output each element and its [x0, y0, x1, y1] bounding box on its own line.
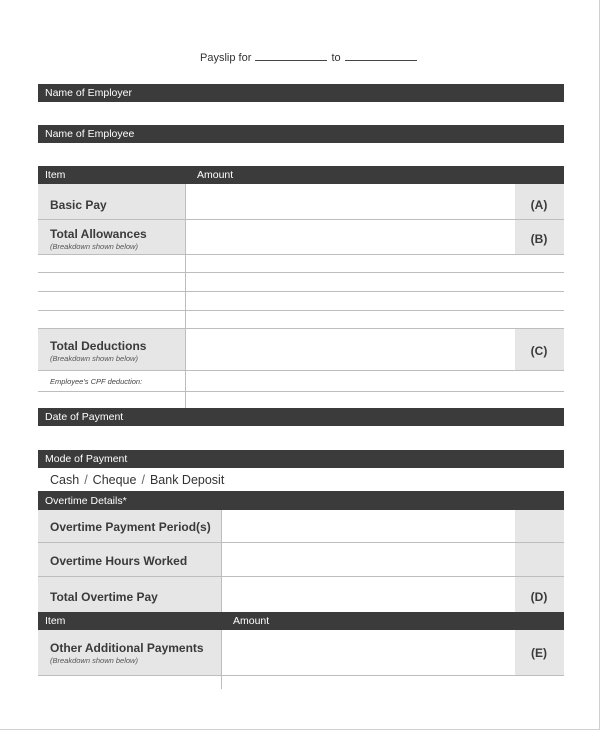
deductions-amount-input[interactable] [186, 329, 515, 370]
mode-of-payment-label: Mode of Payment [45, 453, 128, 465]
title-prefix: Payslip for [200, 52, 252, 64]
row-divider [38, 291, 564, 292]
basic-pay-amount-input[interactable] [186, 184, 515, 219]
additional-col-divider [221, 630, 222, 689]
code-b: (B) [530, 232, 548, 246]
payment-mode-options [50, 473, 224, 487]
row-divider [38, 328, 564, 329]
ot-col-divider [221, 510, 222, 612]
row-divider [38, 542, 564, 543]
deductions-note: (Breakdown shown below) [50, 354, 138, 363]
row-divider [38, 391, 564, 392]
additional-table-header [38, 612, 564, 630]
row-divider [38, 370, 564, 371]
employer-label: Name of Employer [45, 87, 132, 99]
mode-separator: / [141, 473, 145, 487]
overtime-details-label: Overtime Details* [45, 494, 127, 507]
row-divider [38, 254, 564, 255]
mode-cash[interactable]: Cash [50, 473, 80, 487]
cpf-deduction-label: Employee's CPF deduction: [50, 377, 143, 386]
employee-label: Name of Employee [45, 128, 135, 140]
other-payments-label [50, 641, 204, 665]
pay-col-divider [185, 184, 186, 408]
deductions-label [50, 339, 146, 363]
code-d: (D) [530, 590, 548, 604]
ot-period-input[interactable] [222, 510, 515, 542]
cpf-amount-input[interactable] [186, 371, 564, 391]
period-start-field[interactable] [255, 52, 327, 61]
code-c: (C) [530, 344, 548, 358]
ot-total-label: Total Overtime Pay [50, 590, 158, 604]
row-divider [38, 219, 564, 220]
allowances-label [50, 227, 147, 251]
amount-header: Amount [197, 169, 234, 181]
mode-bank-deposit[interactable]: Bank Deposit [149, 473, 225, 487]
title-middle: to [331, 52, 341, 64]
other-payments-input[interactable] [222, 630, 515, 675]
ot-code-cell [515, 510, 564, 542]
code-a: (A) [530, 198, 548, 212]
row-divider [38, 272, 564, 273]
row-divider [38, 675, 564, 676]
ot-total-input[interactable] [222, 577, 515, 612]
ot-hours-input[interactable] [222, 543, 515, 576]
mode-of-payment-bar [38, 450, 564, 468]
mode-cheque[interactable]: Cheque [92, 473, 137, 487]
overtime-details-bar [38, 491, 564, 510]
ot-hours-label: Overtime Hours Worked [50, 554, 188, 568]
basic-pay-text: Basic Pay [50, 198, 107, 212]
row-divider [38, 576, 564, 577]
code-e: (E) [531, 646, 547, 660]
other-payments-note: (Breakdown shown below) [50, 656, 138, 665]
amount-header: Amount [233, 615, 270, 627]
ot-period-label: Overtime Payment Period(s) [50, 520, 211, 534]
allowances-note: (Breakdown shown below) [50, 242, 138, 251]
allowances-amount-input[interactable] [186, 220, 515, 254]
pay-table-header [38, 166, 564, 184]
row-divider [38, 310, 564, 311]
deductions-text: Total Deductions [50, 339, 147, 353]
allowances-text: Total Allowances [50, 227, 147, 241]
date-of-payment-bar[interactable] [38, 408, 564, 426]
date-of-payment-label: Date of Payment [45, 411, 124, 423]
item-header: Item [45, 615, 66, 627]
ot-code-cell [515, 543, 564, 576]
period-end-field[interactable] [345, 52, 417, 61]
other-payments-text: Other Additional Payments [50, 641, 204, 655]
mode-separator: / [84, 473, 88, 487]
basic-pay-label [50, 198, 107, 212]
item-header: Item [45, 169, 66, 181]
employee-bar[interactable] [38, 125, 564, 143]
employer-bar[interactable] [38, 84, 564, 102]
